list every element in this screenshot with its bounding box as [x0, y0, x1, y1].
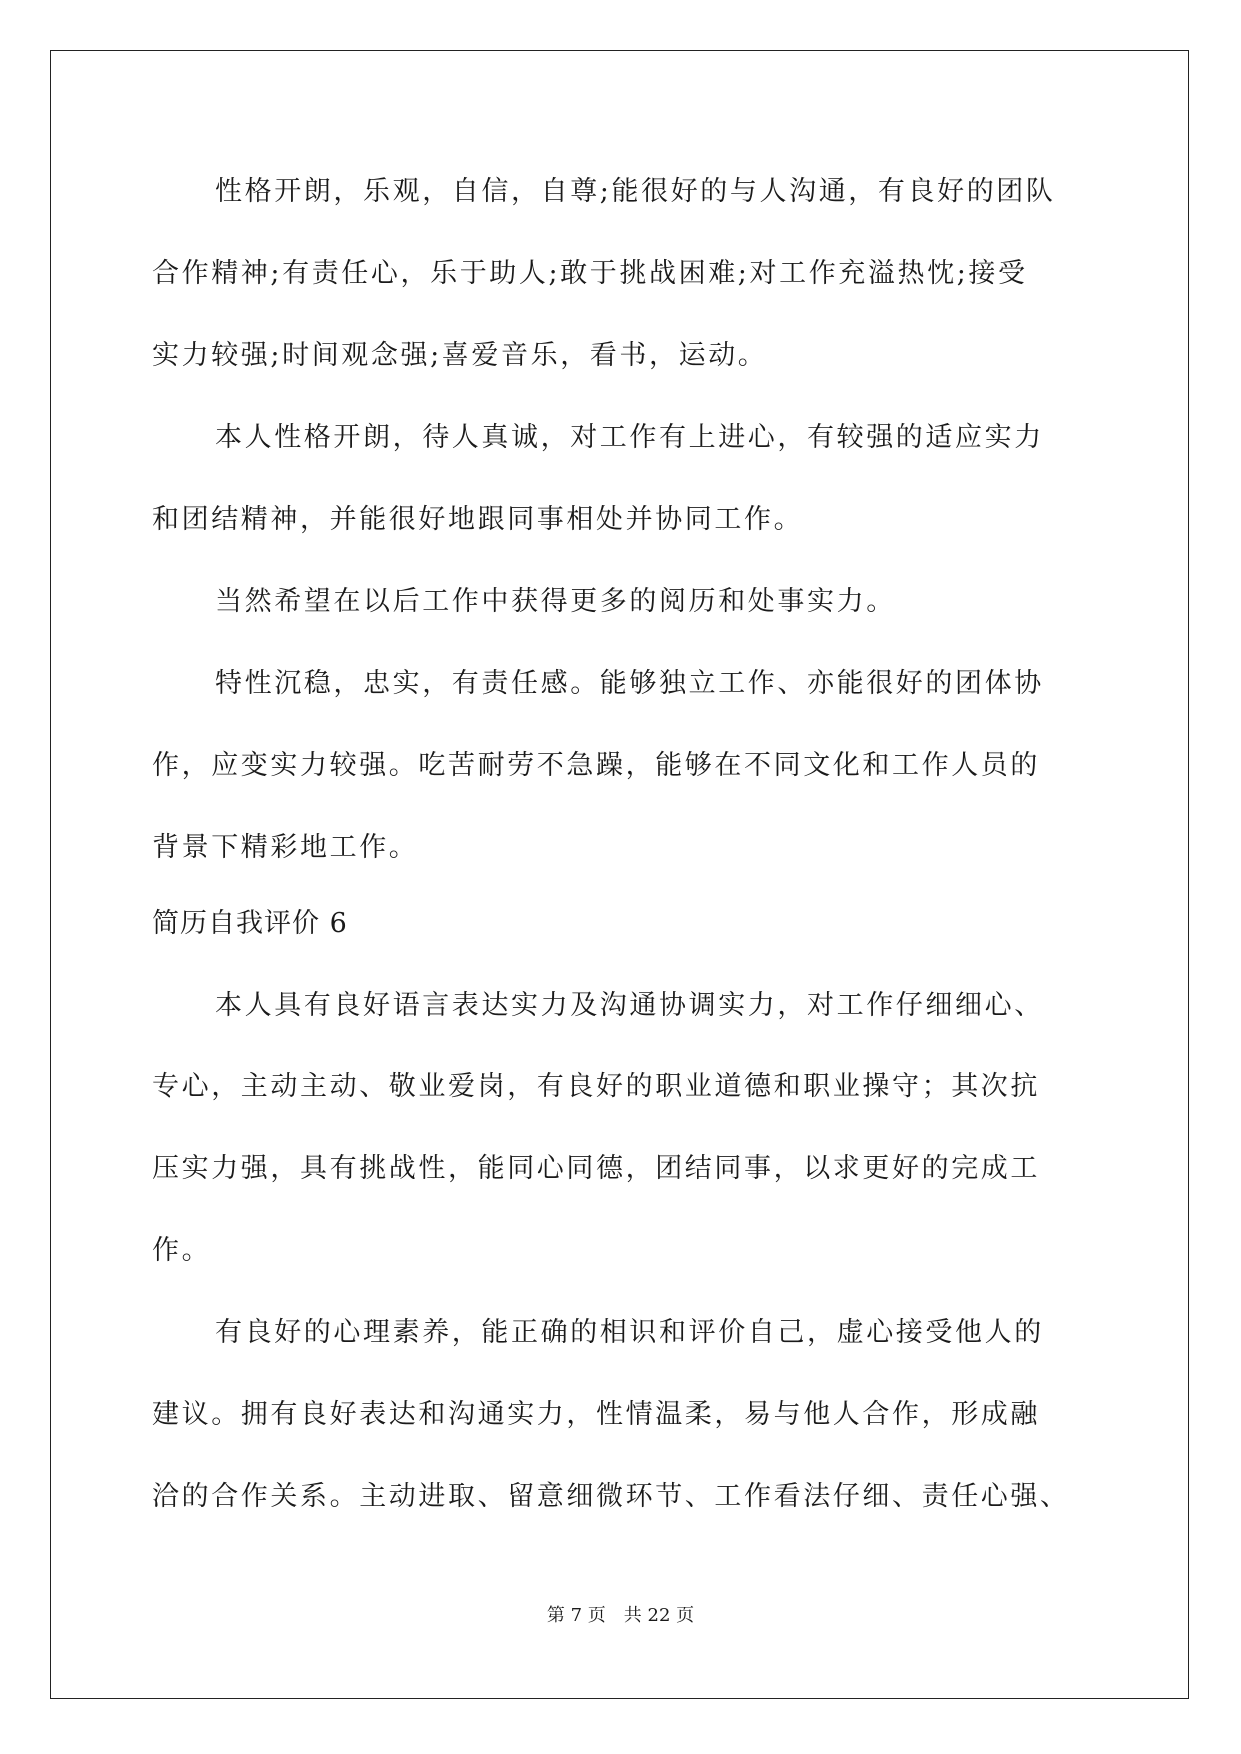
page-number: 第 7 页 共 22 页 [546, 1605, 695, 1626]
section-heading: 简历自我评价 6 [152, 908, 348, 939]
text-line: 作。 [152, 1235, 212, 1266]
text-line: 有良好的心理素养，能正确的相识和评价自己，虚心接受他人的 [215, 1317, 1044, 1348]
text-line: 背景下精彩地工作。 [152, 832, 419, 863]
text-line: 本人性格开朗，待人真诚，对工作有上进心，有较强的适应实力 [215, 422, 1044, 453]
text-line: 压实力强，具有挑战性，能同心同德，团结同事，以求更好的完成工 [152, 1153, 1040, 1184]
text-line: 作，应变实力较强。吃苦耐劳不急躁，能够在不同文化和工作人员的 [152, 750, 1040, 781]
text-line: 专心，主动主动、敬业爱岗，有良好的职业道德和职业操守；其次抗 [152, 1071, 1040, 1102]
text-line: 性格开朗，乐观，自信，自尊;能很好的与人沟通，有良好的团队 [215, 176, 1056, 207]
page-border [50, 50, 1189, 1699]
text-line: 洽的合作关系。主动进取、留意细微环节、工作看法仔细、责任心强、 [152, 1481, 1070, 1512]
text-line: 合作精神;有责任心，乐于助人;敢于挑战困难;对工作充溢热忱;接受 [152, 258, 1028, 289]
text-line: 当然希望在以后工作中获得更多的阅历和处事实力。 [215, 586, 896, 617]
text-line: 建议。拥有良好表达和沟通实力，性情温柔，易与他人合作，形成融 [152, 1399, 1040, 1430]
text-line: 实力较强;时间观念强;喜爱音乐，看书，运动。 [152, 340, 768, 371]
text-line: 本人具有良好语言表达实力及沟通协调实力，对工作仔细细心、 [215, 990, 1044, 1021]
text-line: 和团结精神，并能很好地跟同事相处并协同工作。 [152, 504, 804, 535]
text-line: 特性沉稳，忠实，有责任感。能够独立工作、亦能很好的团体协 [215, 668, 1044, 699]
